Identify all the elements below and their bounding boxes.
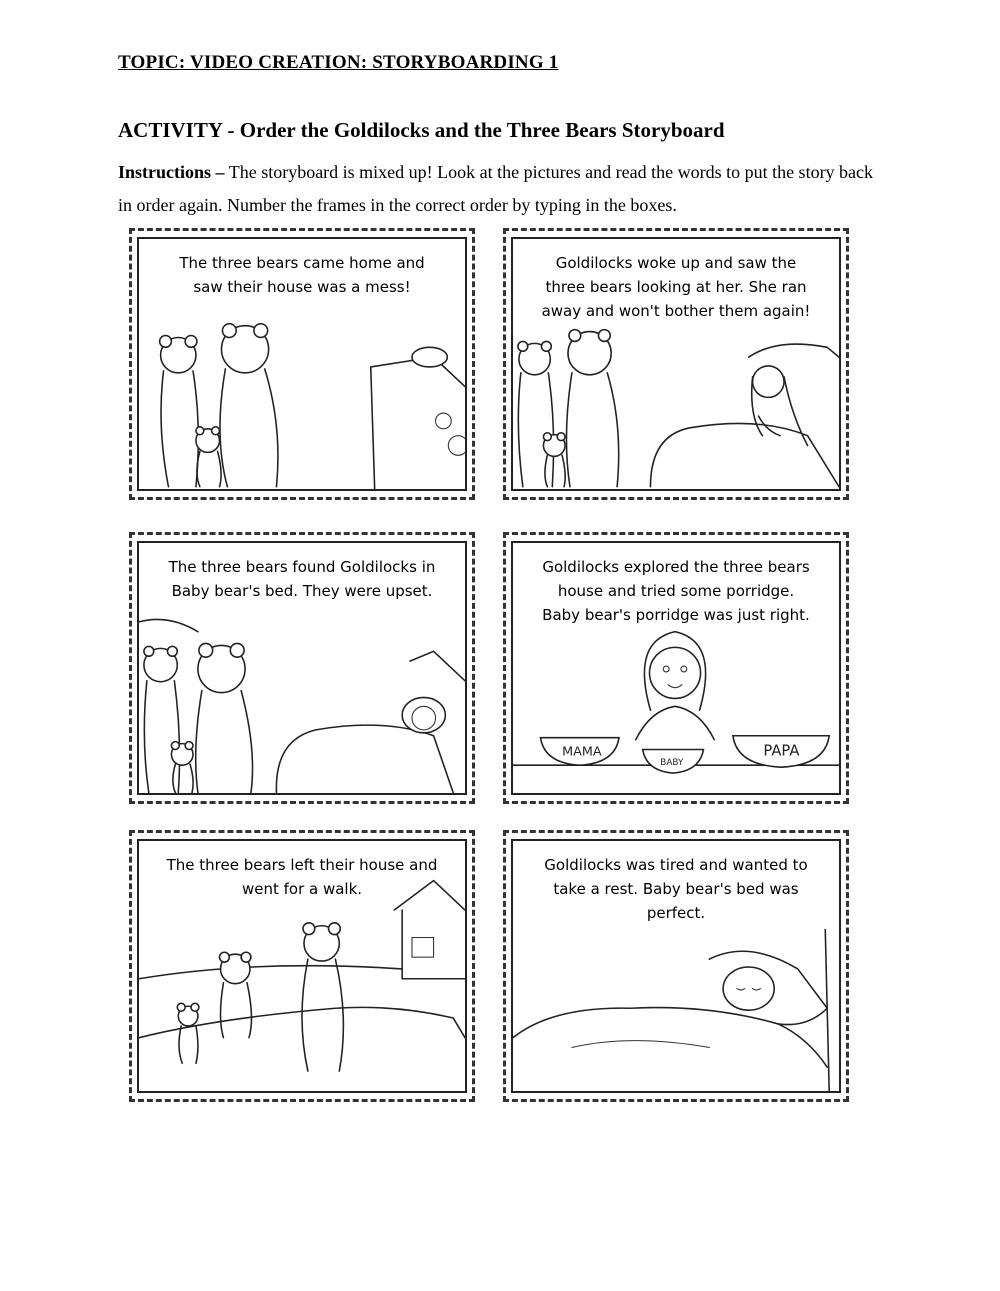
bears-find-goldilocks-illustration bbox=[139, 543, 465, 793]
frame-caption: Goldilocks explored the three bears house and tried some porridge. Baby bear's porridge was just right. bbox=[542, 558, 810, 624]
frame-caption: The three bears left their house and went for a walk. bbox=[166, 856, 438, 898]
storyboard-frame-1 bbox=[129, 228, 475, 500]
goldilocks-sleeping-illustration bbox=[513, 841, 839, 1091]
storyboard-frame-5 bbox=[129, 830, 475, 1102]
instructions-text: The storyboard is mixed up! Look at the pictures and read the words to put the story back in order again. Number the frames in the correct order by typing in the boxes. bbox=[118, 162, 874, 215]
frame-caption: The three bears came home and saw their house was a mess! bbox=[179, 254, 425, 296]
mama-bowl-label: MAMA bbox=[562, 744, 602, 760]
topic-heading: TOPIC: VIDEO CREATION: STORYBOARDING 1 bbox=[118, 52, 559, 73]
three-bears-home-illustration bbox=[139, 239, 465, 489]
frame-caption: Goldilocks was tired and wanted to take a rest. Baby bear's bed was perfect. bbox=[544, 856, 808, 922]
frame-caption: Goldilocks woke up and saw the three bears looking at her. She ran away and won't bother them again! bbox=[541, 254, 811, 320]
activity-title: ACTIVITY - Order the Goldilocks and the Three Bears Storyboard bbox=[118, 118, 725, 142]
goldilocks-wakes-illustration bbox=[513, 239, 839, 489]
instructions-label: Instructions – bbox=[118, 162, 225, 182]
storyboard-frame-6 bbox=[503, 830, 849, 1102]
storyboard-frame-3 bbox=[129, 532, 475, 804]
baby-bowl-label: BABY bbox=[660, 758, 684, 769]
goldilocks-porridge-illustration bbox=[513, 543, 839, 793]
papa-bowl-label: PAPA bbox=[763, 742, 800, 760]
bears-walk-illustration bbox=[139, 841, 465, 1091]
instructions bbox=[118, 156, 878, 222]
frame-caption: The three bears found Goldilocks in Baby bear's bed. They were upset. bbox=[168, 558, 436, 600]
storyboard-frame-2 bbox=[503, 228, 849, 500]
storyboard-frame-4 bbox=[503, 532, 849, 804]
